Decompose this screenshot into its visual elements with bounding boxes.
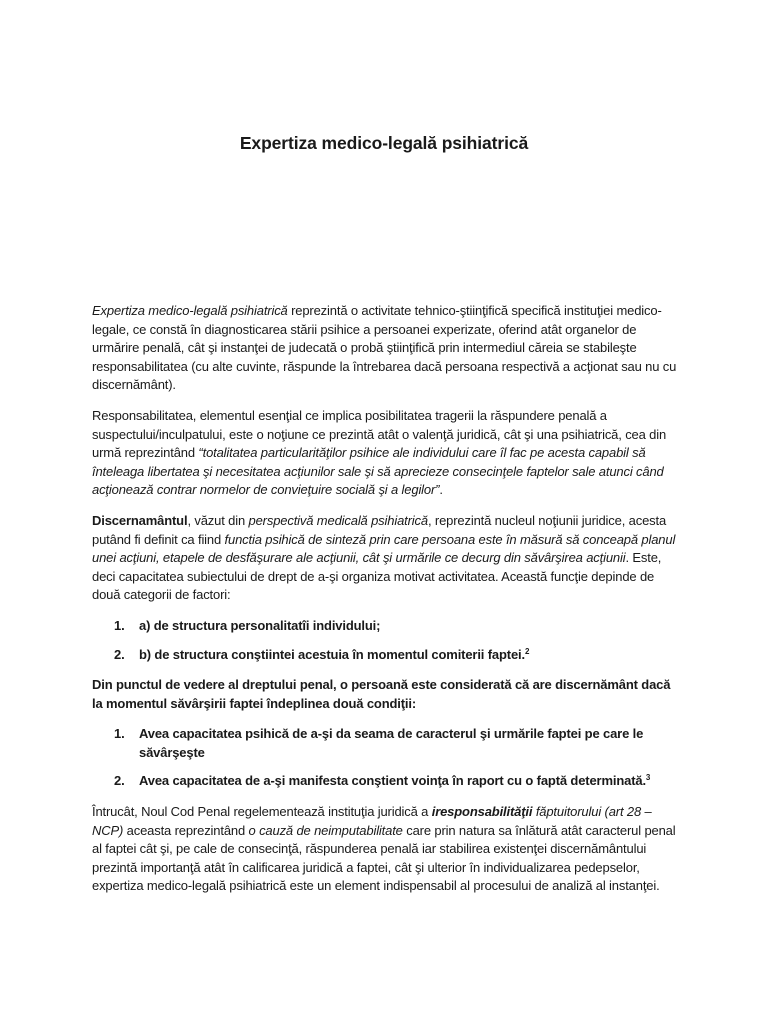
list-item	[92, 772, 682, 791]
quote-definition: “totalitatea particularităţilor psihice ale individului care îl fac pe acesta capabil să înteleaga libertatea şi necesitatea acţiunilor sale şi să aprecieze consecinţele faptelor sale atunci când acţionează contrar normelor de convieţuire socială şi a legilor”	[92, 445, 664, 498]
paragraph-3-text-b: , reprezintă nucleul noţiunii juridice, acesta putând fi definit ca fiind	[92, 512, 667, 547]
list-item-text: b) de structura conştiintei acestuia în momentul comiterii faptei.	[139, 646, 525, 662]
list-number: 2.	[114, 646, 125, 662]
list-item-text: Avea capacitatea psihică de a-şi da seama de caracterul şi urmările faptei pe care le săvârşeşte	[139, 726, 644, 760]
document-body	[92, 302, 682, 908]
footnote-ref: 3	[645, 773, 651, 783]
footnote-ref: 2	[524, 646, 530, 656]
paragraph-2-text: Responsabilitatea, elementul esenţial ce implica posibilitatea tragerii la răspundere penală a suspectului/inculpatului, este o noţiune ce prezintă atât o valenţă juridică, cât şi una psihiatrică, cea din urmă reprezintând	[92, 407, 667, 461]
term-iresponsabilitate: iresponsabilităţii	[431, 804, 533, 820]
list-number: 1.	[114, 617, 125, 633]
paragraph-5-text-b: aceasta reprezintând	[123, 822, 249, 838]
factors-list	[92, 617, 682, 664]
paragraph-3-italic-a: perspectivă medicală psihiatrică	[248, 512, 428, 528]
list-item	[92, 646, 682, 665]
term-expertiza: Expertiza medico-legală psihiatrică	[92, 303, 288, 318]
paragraph-5	[92, 803, 682, 896]
conditions-list	[92, 725, 682, 791]
paragraph-3-text-c: . Este, deci capacitatea subiectului de drept de a-şi organiza motivat activitatea. Această funcţie depinde de două categorii de factori:	[92, 550, 662, 603]
paragraph-4: Din punctul de vedere al dreptului penal, o persoană este considerată că are discernământ dacă la momentul săvârşirii faptei îndeplinea două condiţii:	[92, 677, 671, 711]
list-number: 2.	[114, 773, 125, 789]
paragraph-3	[92, 512, 682, 605]
list-number: 1.	[114, 726, 125, 742]
paragraph-5-italic-b: o cauză de neimputabilitate	[248, 822, 403, 838]
paragraph-5-text-a: Întrucât, Noul Cod Penal regelementează instituţia juridică a	[92, 804, 432, 820]
paragraph-1	[92, 302, 682, 395]
list-item	[92, 617, 682, 636]
list-item-text: Avea capacitatea de a-şi manifesta conştient voinţa în raport cu o faptă determinată.	[139, 773, 646, 789]
list-item-text: a) de structura personalitatîi individului;	[139, 617, 381, 633]
paragraph-3-text-a: , văzut din	[187, 512, 249, 528]
paragraph-1-text: reprezintă o activitate tehnico-ştiinţifică specifică instituţiei medico-legale, ce constă în diagnosticarea stării psihice a persoanei experizate, oferind atât organelor de urmărire penală, cât şi instanţei de judecată o probă ştiinţifică prin intermediul căreia se stabileşte responsabilitatea (cu alte cuvinte, răspunde la întrebarea dacă persoana respectivă a acţionat sau nu cu discernământ).	[92, 303, 677, 393]
paragraph-3-italic-b: functia psihică de sinteză prin care persoana este în măsură să conceapă planul unei acţiuni, etapele de desfăşurare ale acţiunii, cât şi urmările ce decurg din săvârşirea acţiunii	[92, 531, 676, 566]
document-title: Expertiza medico-legală psihiatrică	[239, 133, 529, 153]
term-discernamant: Discernamântul	[92, 512, 188, 528]
paragraph-2-end: .	[439, 482, 443, 498]
paragraph-5-italic-a: făptuitorului (art 28 – NCP)	[92, 804, 652, 838]
list-item	[92, 725, 682, 762]
paragraph-5-text-c: care prin natura sa înlătură atât caracterul penal al faptei cât şi, pe cale de consecinţă, răspunderea penală iar stabilirea existenţei discernământului prezintă importanţă atât în calificarea juridică a faptei, cât şi ulterior în individualizarea pedepselor, expertiza medico-legală psihiatrică este un element indispensabil al procesului de analiză al instanţei.	[92, 822, 676, 894]
paragraph-2	[92, 407, 682, 500]
